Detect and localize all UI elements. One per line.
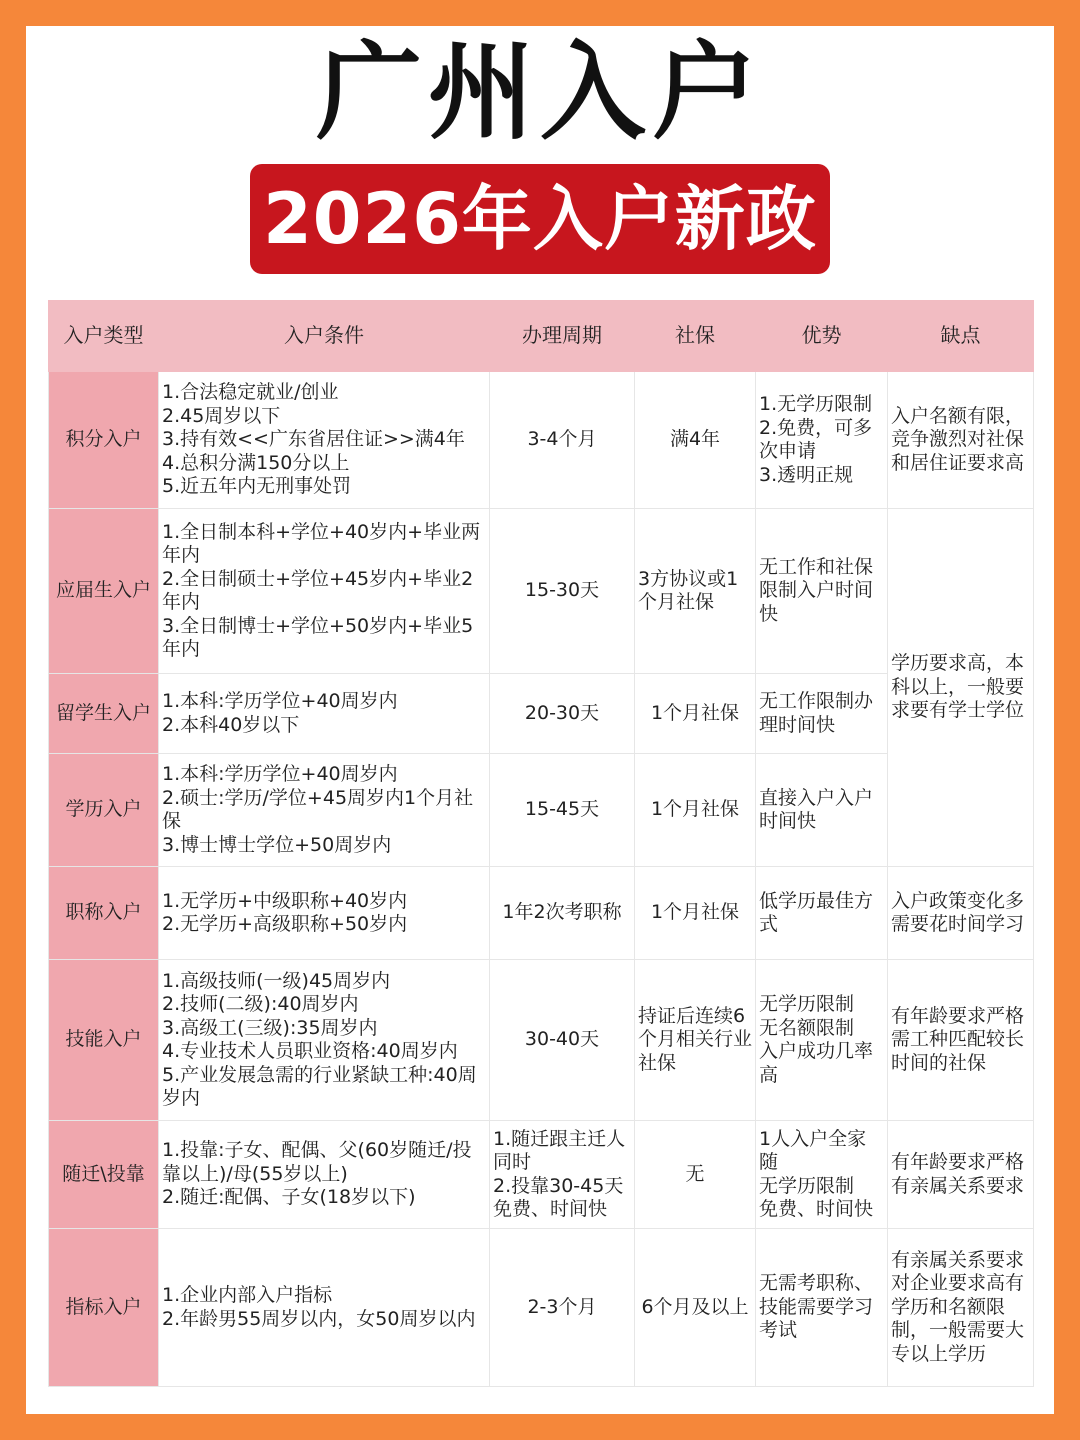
table-row bbox=[49, 754, 1034, 867]
table-row bbox=[49, 960, 1034, 1121]
policy-table bbox=[48, 300, 1034, 1387]
header-conditions: 入户条件 bbox=[159, 301, 490, 372]
row-social: 1个月社保 bbox=[635, 867, 756, 960]
row-type: 职称入户 bbox=[49, 867, 159, 960]
header-social: 社保 bbox=[635, 301, 756, 372]
header-type: 入户类型 bbox=[49, 301, 159, 372]
table-row bbox=[49, 867, 1034, 960]
row-conditions: 1.投靠:子女、配偶、父(60岁随迁/投靠以上)/母(55岁以上) 2.随迁:配偶、子女(18岁以下) bbox=[159, 1121, 490, 1229]
row-advantages: 无需考职称、技能需要学习考试 bbox=[756, 1229, 888, 1387]
page-title: 广州入户 bbox=[316, 31, 764, 154]
row-type: 留学生入户 bbox=[49, 674, 159, 754]
row-disadvantages: 有亲属关系要求对企业要求高有学历和名额限制，一般需要大专以上学历 bbox=[888, 1229, 1034, 1387]
table-row bbox=[49, 674, 1034, 754]
row-social: 持证后连续6个月相关行业社保 bbox=[635, 960, 756, 1121]
subtitle-banner: 2026年入户新政 bbox=[250, 164, 830, 274]
table-row bbox=[49, 509, 1034, 674]
row-period: 30-40天 bbox=[490, 960, 635, 1121]
header-disadvantages: 缺点 bbox=[888, 301, 1034, 372]
row-advantages: 无工作和社保限制入户时间快 bbox=[756, 509, 888, 674]
row-advantages: 无工作限制办理时间快 bbox=[756, 674, 888, 754]
row-conditions: 1.合法稳定就业/创业 2.45周岁以下 3.持有效<<广东省居住证>>满4年 4.总积分满150分以上 5.近五年内无刑事处罚 bbox=[159, 372, 490, 509]
row-advantages: 1人入户全家随 无学历限制 免费、时间快 bbox=[756, 1121, 888, 1229]
row-advantages: 1.无学历限制 2.免费，可多次申请 3.透明正规 bbox=[756, 372, 888, 509]
row-advantages: 直接入户入户时间快 bbox=[756, 754, 888, 867]
row-social: 1个月社保 bbox=[635, 674, 756, 754]
table-row bbox=[49, 1121, 1034, 1229]
row-conditions: 1.企业内部入户指标 2.年龄男55周岁以内，女50周岁以内 bbox=[159, 1229, 490, 1387]
row-disadvantages: 入户政策变化多需要花时间学习 bbox=[888, 867, 1034, 960]
row-social: 1个月社保 bbox=[635, 754, 756, 867]
row-social: 3方协议或1个月社保 bbox=[635, 509, 756, 674]
row-social: 6个月及以上 bbox=[635, 1229, 756, 1387]
header-period: 办理周期 bbox=[490, 301, 635, 372]
row-conditions: 1.无学历+中级职称+40岁内 2.无学历+高级职称+50岁内 bbox=[159, 867, 490, 960]
row-type: 学历入户 bbox=[49, 754, 159, 867]
row-type: 技能入户 bbox=[49, 960, 159, 1121]
row-type: 指标入户 bbox=[49, 1229, 159, 1387]
row-advantages: 无学历限制 无名额限制 入户成功几率高 bbox=[756, 960, 888, 1121]
row-conditions: 1.高级技师(一级)45周岁内 2.技师(二级):40周岁内 3.高级工(三级):35周岁内 4.专业技术人员职业资格:40周岁内 5.产业发展急需的行业紧缺工种:40周岁内 bbox=[159, 960, 490, 1121]
table-header-row bbox=[49, 301, 1034, 372]
header-advantages: 优势 bbox=[756, 301, 888, 372]
row-period: 3-4个月 bbox=[490, 372, 635, 509]
row-social: 满4年 bbox=[635, 372, 756, 509]
row-type: 积分入户 bbox=[49, 372, 159, 509]
table-row bbox=[49, 372, 1034, 509]
row-period: 1年2次考职称 bbox=[490, 867, 635, 960]
row-period: 20-30天 bbox=[490, 674, 635, 754]
row-period: 15-30天 bbox=[490, 509, 635, 674]
row-disadvantages: 学历要求高，本科以上，一般要求要有学士学位 bbox=[888, 509, 1034, 867]
row-conditions: 1.本科:学历学位+40周岁内 2.本科40岁以下 bbox=[159, 674, 490, 754]
table-row bbox=[49, 1229, 1034, 1387]
row-conditions: 1.本科:学历学位+40周岁内 2.硕士:学历/学位+45周岁内1个月社保 3.博士博士学位+50周岁内 bbox=[159, 754, 490, 867]
row-type: 应届生入户 bbox=[49, 509, 159, 674]
row-disadvantages: 有年龄要求严格需工种匹配较长时间的社保 bbox=[888, 960, 1034, 1121]
row-conditions: 1.全日制本科+学位+40岁内+毕业两年内 2.全日制硕士+学位+45岁内+毕业2年内 3.全日制博士+学位+50岁内+毕业5年内 bbox=[159, 509, 490, 674]
row-period: 15-45天 bbox=[490, 754, 635, 867]
row-period: 2-3个月 bbox=[490, 1229, 635, 1387]
row-disadvantages: 有年龄要求严格有亲属关系要求 bbox=[888, 1121, 1034, 1229]
row-social: 无 bbox=[635, 1121, 756, 1229]
row-type: 随迁\投靠 bbox=[49, 1121, 159, 1229]
row-advantages: 低学历最佳方式 bbox=[756, 867, 888, 960]
row-period: 1.随迁跟主迁人同时 2.投靠30-45天免费、时间快 bbox=[490, 1121, 635, 1229]
row-disadvantages: 入户名额有限，竞争激烈对社保和居住证要求高 bbox=[888, 372, 1034, 509]
